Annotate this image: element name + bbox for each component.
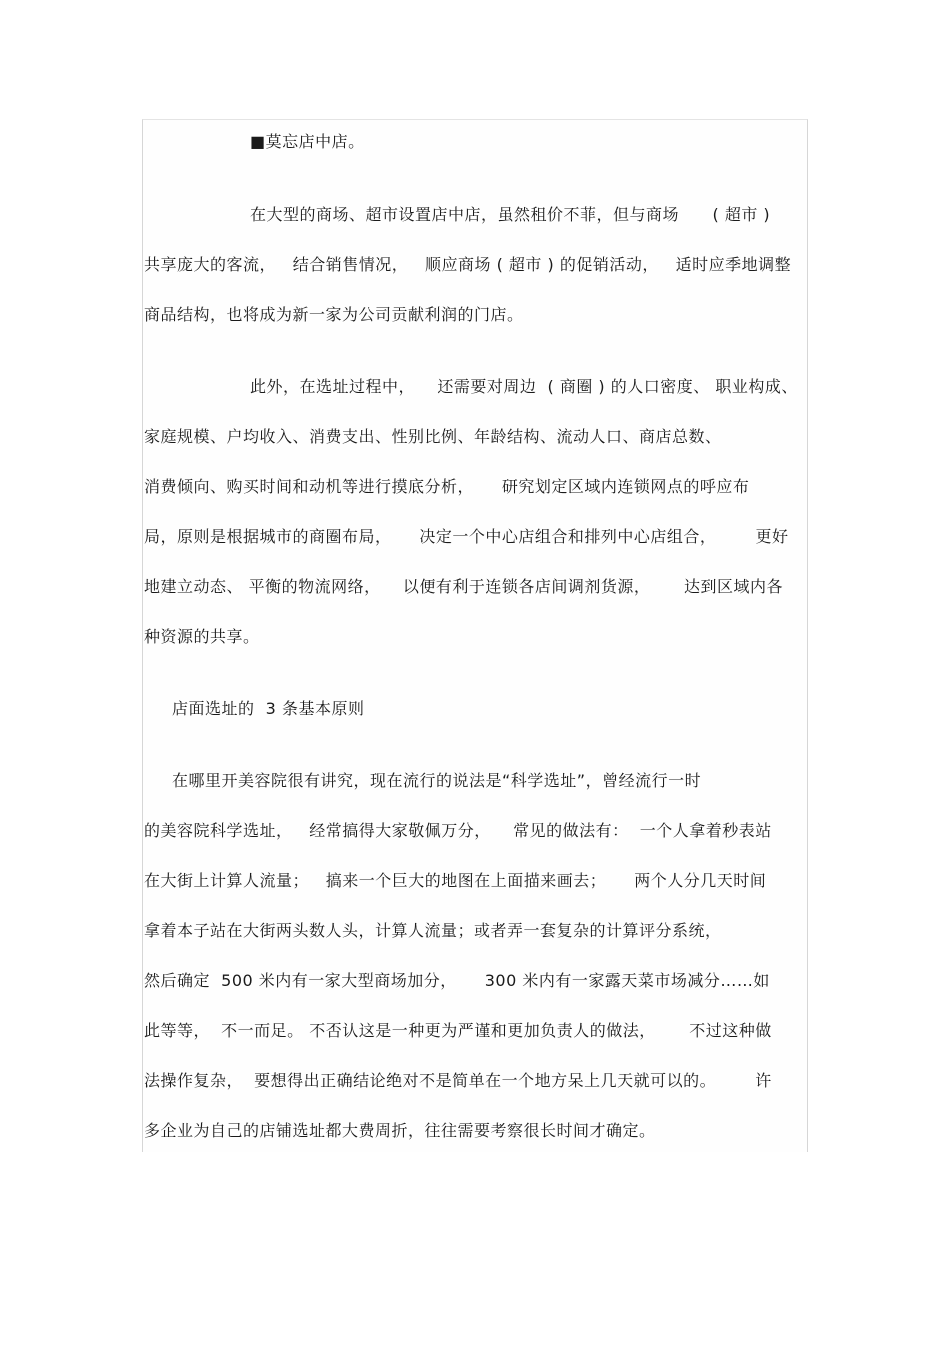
paragraph-3-line-7: 法操作复杂， 要想得出正确结论绝对不是简单在一个地方呆上几天就可以的。 许 xyxy=(144,1071,772,1090)
paragraph-2-line-6: 种资源的共享。 xyxy=(144,627,260,646)
paragraph-3-line-8: 多企业为自己的店铺选址都大费周折，往往需要考察很长时间才确定。 xyxy=(144,1121,656,1140)
paragraph-2-line-2: 家庭规模、户均收入、消费支出、性别比例、年龄结构、流动人口、商店总数、 xyxy=(144,427,722,446)
paragraph-3-line-2: 的美容院科学选址， 经常搞得大家敬佩万分， 常见的做法有： 一个人拿着秒表站 xyxy=(144,821,772,840)
section-title: 店面选址的 3 条基本原则 xyxy=(172,699,365,718)
paragraph-3-line-5: 然后确定 500 米内有一家大型商场加分， 300 米内有一家露天菜市场减分……如 xyxy=(144,971,770,990)
paragraph-2-line-4: 局，原则是根据城市的商圈布局， 决定一个中心店组合和排列中心店组合， 更好 xyxy=(144,527,789,546)
paragraph-1-line-1: 在大型的商场、超市设置店中店，虽然租价不菲，但与商场 ( 超市 ) xyxy=(250,205,771,224)
paragraph-1-line-2: 共享庞大的客流， 结合销售情况， 顺应商场 ( 超市 ) 的促销活动， 适时应季地调整 xyxy=(144,255,792,274)
paragraph-3-line-1: 在哪里开美容院很有讲究，现在流行的说法是“科学选址”，曾经流行一时 xyxy=(172,771,702,790)
paragraph-2-line-1: 此外，在选址过程中， 还需要对周边 ( 商圈 ) 的人口密度、 职业构成、 xyxy=(250,377,798,396)
bullet-heading: ■莫忘店中店。 xyxy=(250,132,365,151)
paragraph-1-line-3: 商品结构，也将成为新一家为公司贡献利润的门店。 xyxy=(144,305,524,324)
paragraph-2-line-3: 消费倾向、购买时间和动机等进行摸底分析， 研究划定区域内连锁网点的呼应布 xyxy=(144,477,750,496)
paragraph-3-line-6: 此等等， 不一而足。 不否认这是一种更为严谨和更加负责人的做法， 不过这种做 xyxy=(144,1021,772,1040)
paragraph-3-line-3: 在大街上计算人流量； 搞来一个巨大的地图在上面描来画去； 两个人分几天时间 xyxy=(144,871,767,890)
paragraph-3-line-4: 拿着本子站在大街两头数人头，计算人流量；或者弄一套复杂的计算评分系统， xyxy=(144,921,722,940)
paragraph-2-line-5: 地建立动态、 平衡的物流网络， 以便有利于连锁各店间调剂货源， 达到区域内各 xyxy=(144,577,783,596)
